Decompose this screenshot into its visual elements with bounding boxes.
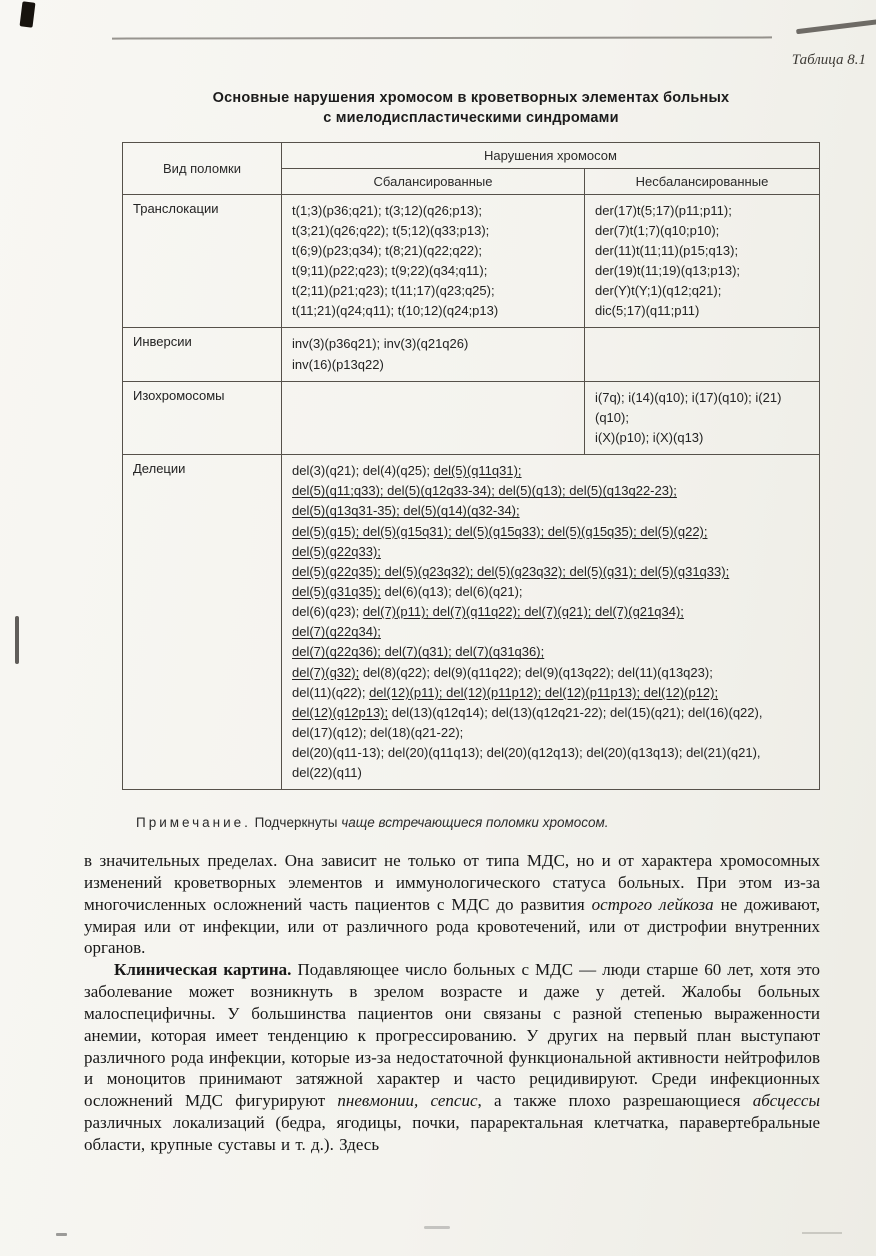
header-unbalanced: Несбалансированные <box>585 168 820 194</box>
text-line <box>292 241 574 261</box>
text-segment: del(6)(q13); del(6)(q21); <box>380 583 523 599</box>
text-line <box>292 582 809 602</box>
text-line <box>292 481 809 501</box>
text-segment: del(3)(q21); del(4)(q25); <box>292 463 434 479</box>
table-title-line2: с миелодиспластическими синдромами <box>323 110 619 127</box>
text-line <box>292 723 809 743</box>
text-line <box>595 201 809 221</box>
header-balanced: Сбалансированные <box>282 168 585 194</box>
text-line <box>292 261 574 281</box>
text-line <box>292 743 809 763</box>
text-segment: t(6;9)(p23;q34); t(8;21)(q22;q22); <box>292 242 483 258</box>
chromosome-table-block <box>122 88 820 833</box>
text-line <box>292 763 809 783</box>
scan-artifact-bottom-right <box>802 1232 842 1234</box>
text-line <box>292 461 809 481</box>
text-segment: del(7)(q32); <box>292 664 360 680</box>
scan-artifact-blob <box>20 1 36 27</box>
text-segment: del(13)(q12q14); del(13)(q12q21-22); del(15)(q21); del(16)(q22), <box>388 704 763 720</box>
text-segment: del(7)(p11); del(7)(q11q22); del(7)(q21); del(7)(q21q34); <box>362 604 684 620</box>
text-segment: del(5)(q15); del(5)(q15q31); del(5)(q15q33); del(5)(q15q35); del(5)(q22); <box>292 523 708 539</box>
breakage-type-cell: Делеции <box>123 455 282 790</box>
text-segment: der(7)t(1;7)(q10;p10); <box>595 222 720 238</box>
merged-deletions-cell <box>282 455 820 790</box>
text-segment: del(12)(q12p13); <box>292 704 389 720</box>
text-segment: dic(5;17)(q11;p11) <box>595 303 700 319</box>
text-line <box>292 642 809 662</box>
text-segment: i(7q); i(14)(q10); i(17)(q10); i(21)(q10); <box>595 389 782 425</box>
scan-artifact-topline <box>112 36 772 39</box>
text-segment: чаще встречающиеся поломки хромосом. <box>341 815 609 831</box>
text-segment: пневмонии, сепсис <box>337 1091 478 1111</box>
table-row <box>123 381 820 454</box>
text-segment: острого лейкоза <box>591 894 714 914</box>
table-row <box>123 194 820 328</box>
text-segment: der(17)t(5;17)(p11;p11); <box>595 202 732 218</box>
text-segment: t(3;21)(q26;q22); t(5;12)(q33;p13); <box>292 222 490 238</box>
scan-artifact-bottom-mid <box>424 1226 450 1229</box>
text-line <box>292 663 809 683</box>
table-note <box>122 814 820 833</box>
text-line <box>595 388 809 428</box>
table-title-line1: Основные нарушения хромосом в кроветворных элементах больных <box>212 90 730 106</box>
text-line <box>595 241 809 261</box>
breakage-type-cell: Транслокации <box>123 194 282 328</box>
text-segment: der(Y)t(Y;1)(q12;q21); <box>595 283 722 299</box>
balanced-cell <box>282 328 585 381</box>
text-segment: der(19)t(11;19)(q13;p13); <box>595 263 741 279</box>
text-line <box>292 334 574 354</box>
text-segment: del(5)(q31q35); <box>292 583 381 599</box>
text-line <box>292 542 809 562</box>
header-disorders-group: Нарушения хромосом <box>282 142 820 168</box>
text-segment: del(5)(q22q35); del(5)(q23q32); del(5)(q23q32); del(5)(q31); del(5)(q31q33); <box>292 563 730 579</box>
text-line <box>595 301 809 321</box>
text-segment: в значительных пределах. Она зависит не только от типа МДС, но и от характера хромосомных изменений кроветворных элементов и иммунологического статуса больных. При этом из-за многочисленных осложнений часть пациентов с МДС до развития <box>84 851 820 914</box>
breakage-type-cell: Изохромосомы <box>123 381 282 454</box>
text-segment: del(17)(q12); del(18)(q21-22); <box>292 724 464 740</box>
text-segment: del(5)(q11;q33); del(5)(q12q33-34); del(5)(q13); del(5)(q13q22-23); <box>292 483 677 499</box>
body-text <box>84 850 820 1156</box>
text-line <box>595 428 809 448</box>
text-line <box>292 622 809 642</box>
text-segment: inv(3)(p36q21); inv(3)(q21q26) <box>292 336 469 352</box>
text-segment: del(5)(q13q31-35); del(5)(q14)(q32-34); <box>292 503 520 519</box>
table-body <box>123 194 820 790</box>
breakage-type-cell: Инверсии <box>123 328 282 381</box>
text-segment: различных локализаций (бедра, ягодицы, почки, параректальная клетчатка, паравертебральные области, крупные суставы и т. д.). Здесь <box>84 1113 820 1154</box>
text-line <box>292 522 809 542</box>
text-segment: del(8)(q22); del(9)(q11q22); del(9)(q13q22); del(11)(q13q23); <box>359 664 713 680</box>
text-segment: i(X)(p10); i(X)(q13) <box>595 430 704 445</box>
unbalanced-cell <box>585 194 820 328</box>
text-line <box>595 281 809 301</box>
text-line <box>292 201 574 221</box>
table-header-row-1 <box>123 142 820 168</box>
text-line <box>292 281 574 301</box>
table-head <box>123 142 820 194</box>
text-segment: del(12)(p11); del(12)(p11p12); del(12)(p11p13); del(12)(p12); <box>369 684 719 700</box>
text-segment: Примечание. <box>136 815 251 831</box>
text-segment: не доживают, умирая или от инфекции, или от различного рода кровотечений, или от дистрофии внутренних органов. <box>84 894 821 958</box>
scan-artifact-corner <box>796 19 876 34</box>
text-segment: del(22)(q11) <box>292 765 362 781</box>
text-line <box>292 683 809 703</box>
text-segment: del(6)(q23); <box>292 604 363 620</box>
paragraph <box>84 850 820 959</box>
text-segment: inv(16)(p13q22) <box>292 356 384 372</box>
text-segment: t(11;21)(q24;q11); t(10;12)(q24;p13) <box>292 303 499 319</box>
text-line <box>292 703 809 723</box>
text-segment: t(9;11)(p22;q23); t(9;22)(q34;q11); <box>292 263 488 279</box>
text-line <box>595 261 809 281</box>
header-breakage-type: Вид поломки <box>123 142 282 194</box>
text-line <box>292 221 574 241</box>
text-segment: del(7)(q22q34); <box>292 624 381 640</box>
balanced-cell <box>282 381 585 454</box>
text-line <box>292 501 809 521</box>
text-line <box>292 562 809 582</box>
paragraph <box>84 959 820 1156</box>
unbalanced-cell <box>585 381 820 454</box>
text-segment: del(20)(q11-13); del(20)(q11q13); del(20)(q12q13); del(20)(q13q13); del(21)(q21), <box>292 745 761 761</box>
text-line <box>595 221 809 241</box>
scan-artifact-bottom-left <box>56 1233 67 1236</box>
text-line <box>292 301 574 321</box>
balanced-cell <box>282 194 585 328</box>
text-segment: del(5)(q11q31); <box>433 463 522 479</box>
unbalanced-cell <box>585 328 820 381</box>
table-caption-number: Таблица 8.1 <box>791 52 866 68</box>
text-segment: , а также плохо разрешающиеся <box>477 1091 753 1111</box>
text-segment: t(1;3)(p36;q21); t(3;12)(q26;p13); <box>292 202 483 218</box>
text-segment: del(11)(q22); <box>292 684 370 700</box>
text-segment: der(11)t(11;11)(p15;q13); <box>595 242 739 258</box>
table-row <box>123 455 820 790</box>
text-segment: абсцессы <box>752 1091 820 1111</box>
table-row <box>123 328 820 381</box>
text-line <box>292 602 809 622</box>
text-segment: Подавляющее число больных с МДС — люди старше 60 лет, хотя это заболевание может возникнуть в зрелом возрасте и даже у детей. Жалобы больных малоспецифичны. У большинства пациентов они связаны с разной степенью выраженности анемии, которая имеет тенденцию к прогрессированию. У других на первый план выступают различного рода инфекции, которые из-за недостаточной функциональной активности нейтрофилов и моноцитов принимают затяжной характер и часто рецидивируют. Среди инфекционных осложнений МДС фигурируют <box>84 960 821 1111</box>
text-segment: Клиническая картина. <box>114 960 292 980</box>
chromosome-table <box>122 142 820 791</box>
text-segment: del(5)(q22q33); <box>292 543 381 559</box>
text-segment: Подчеркнуты <box>250 815 342 831</box>
text-line <box>292 355 574 375</box>
table-title <box>122 88 820 129</box>
text-segment: del(7)(q22q36); del(7)(q31); del(7)(q31q36); <box>292 644 545 660</box>
text-segment: t(2;11)(p21;q23); t(11;17)(q23;q25); <box>292 283 495 299</box>
scan-artifact-left-edge <box>15 616 19 664</box>
